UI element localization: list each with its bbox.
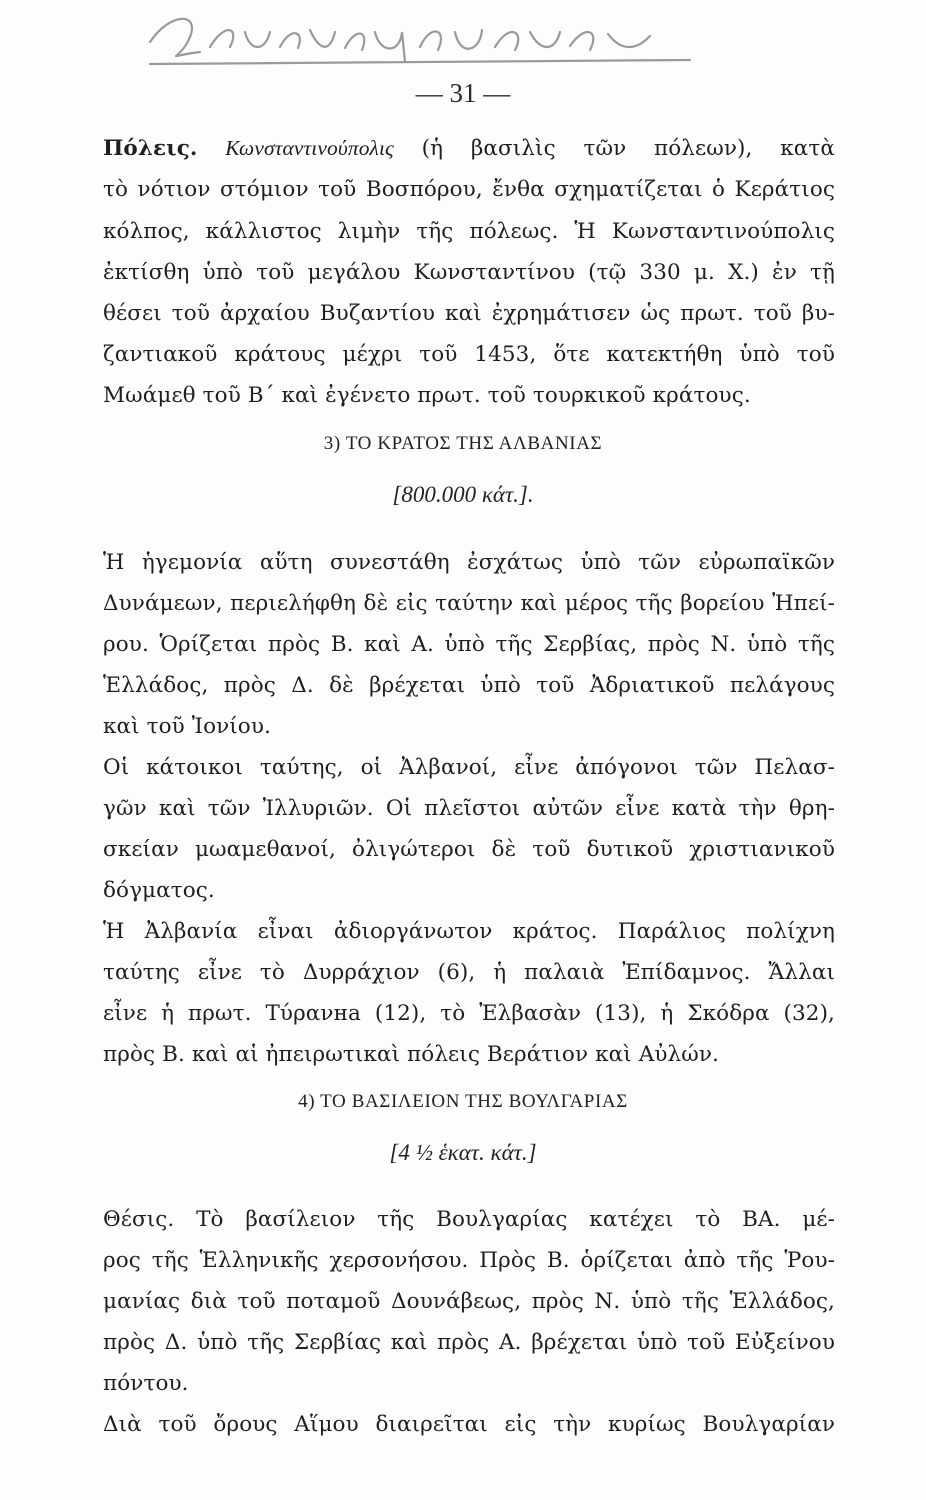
text-line: δόγματος. [103, 878, 215, 903]
text-line: πόντου. [103, 1371, 189, 1396]
text-line: ταύτης εἶνε τὸ Δυρράχιον (6), ἡ παλαιὰ Ἐπίδαμνος. Ἄλλαι [103, 960, 835, 985]
text-line: καὶ τοῦ Ἰονίου. [103, 714, 271, 739]
section-heading: 4) ΤΟ ΒΑΣΙΛΕΙΟΝ ΤΗΣ ΒΟΥΛΓΑΡΙΑΣ [298, 1091, 628, 1112]
text-line: κόλπος, κάλλιστος λιμὴν τῆς πόλεως. Ἡ Κωνσταντινούπολις [103, 219, 835, 244]
text-line: ἐκτίσθη ὑπὸ τοῦ μεγάλου Κωνσταντίνου (τῷ 330 μ. Χ.) ἐν τῇ [103, 260, 835, 285]
text-line: ρου. Ὁρίζεται πρὸς Β. καὶ Α. ὑπὸ τῆς Σερβίας, πρὸς Ν. ὑπὸ τῆς [103, 632, 835, 657]
text-line: Θέσις. Τὸ βασίλειον τῆς Βουλγαρίας κατέχει τὸ ΒΑ. μέ- [103, 1207, 835, 1232]
text-line: ρος τῆς Ἑλληνικῆς χερσονήσου. Πρὸς Β. ὁρίζεται ἀπὸ τῆς Ῥου- [103, 1248, 835, 1273]
section-heading: 3) ΤΟ ΚΡΑΤΟΣ ΤΗΣ ΑΛΒΑΝΙΑΣ [323, 433, 603, 454]
text-line: Ἑλλάδος, πρὸς Δ. δὲ βρέχεται ὑπὸ τοῦ Ἀδριατικοῦ πελάγους [103, 673, 835, 698]
text-line: Δυνάμεων, περιελήφθη δὲ εἰς ταύτην καὶ μέρος τῆς βορείου Ἠπεί- [103, 591, 835, 616]
line-text: (ἡ βασιλὶς τῶν πόλεων), κατὰ [393, 136, 835, 161]
text-line: ζαντιακοῦ κράτους μέχρι τοῦ 1453, ὅτε κατεκτήθη ὑπὸ τοῦ [103, 342, 835, 367]
text-line: θέσει τοῦ ἀρχαίου Βυζαντίου καὶ ἐχρημάτισεν ὡς πρωτ. τοῦ βυ- [103, 301, 835, 326]
text-line: Ἡ Ἀλβανία εἶναι ἀδιοργάνωτον κράτος. Παράλιος πολίχνη [103, 919, 835, 944]
text-line: Διὰ τοῦ ὄρους Αἵμου διαιρεῖται εἰς τὴν κυρίως Βουλγαρίαν [103, 1412, 835, 1437]
text-line [103, 133, 835, 164]
city-name-italic: Κωνσταντινούπολις [225, 136, 394, 160]
area-note: [800.000 κάτ.]. [392, 482, 534, 507]
section-lead: Πόλεις. [103, 136, 198, 161]
text-line: μανίας διὰ τοῦ ποταμοῦ Δουνάβεως, πρὸς Ν. ὑπὸ τῆς Ἑλλάδος, [103, 1289, 835, 1314]
text-line: Ἡ ἡγεμονία αὕτη συνεστάθη ἐσχάτως ὑπὸ τῶν εὐρωπαϊκῶν [103, 550, 835, 575]
text-line: Οἱ κάτοικοι ταύτης, οἱ Ἀλβανοί, εἶνε ἀπόγονοι τῶν Πελασ- [103, 755, 835, 780]
text-line: πρὸς Β. καὶ αἱ ἠπειρωτικαὶ πόλεις Βεράτιον καὶ Αὐλών. [103, 1042, 719, 1067]
text-line: Μωάμεθ τοῦ Β΄ καὶ ἐγένετο πρωτ. τοῦ τουρκικοῦ κράτους. [103, 383, 751, 408]
text-line: σκείαν μωαμεθανοί, ὀλιγώτεροι δὲ τοῦ δυτικοῦ χριστιανικοῦ [103, 837, 835, 862]
page-number: — 31 — [415, 78, 511, 108]
area-note: [4 ½ ἑκατ. κάτ.] [389, 1140, 537, 1165]
text-line: πρὸς Δ. ὑπὸ τῆς Σερβίας καὶ πρὸς Α. βρέχεται ὑπὸ τοῦ Εὐξείνου [103, 1330, 835, 1355]
text-line: γῶν καὶ τῶν Ἰλλυριῶν. Οἱ πλεῖστοι αὐτῶν εἶνε κατὰ τὴν θρη- [103, 796, 835, 821]
text-line: τὸ νότιον στόμιον τοῦ Βοσπόρου, ἔνθα σχηματίζεται ὁ Κεράτιος [103, 177, 835, 202]
handwritten-signature [130, 2, 710, 72]
text-line: εἶνε ἡ πρωτ. Τύρανна (12), τὸ Ἐλβασὰν (13), ἡ Σκόδρα (32), [103, 1001, 835, 1026]
